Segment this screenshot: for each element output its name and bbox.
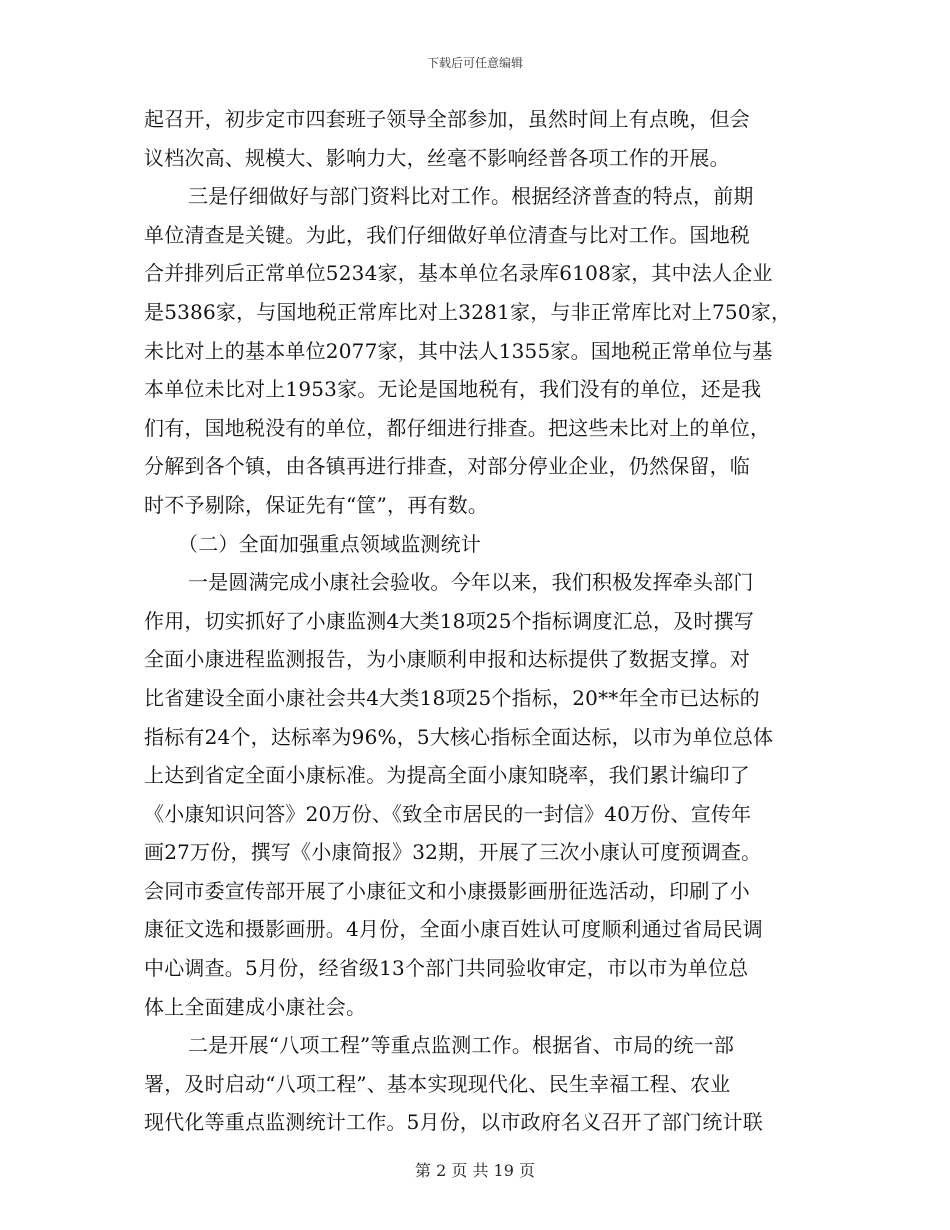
text-line: 作用，切实抓好了小康监测4大类18项25个指标调度汇总，及时撰写 xyxy=(144,608,755,633)
page-number-footer: 第 2 页 共 19 页 xyxy=(415,1161,535,1180)
text-line: 全面小康进程监测报告，为小康顺利申报和达标提供了数据支撑。对 xyxy=(144,647,750,672)
text-line: 现代化等重点监测统计工作。5月份，以市政府名义召开了部门统计联 xyxy=(144,1110,763,1135)
text-line: 上达到省定全面小康标准。为提高全面小康知晓率，我们累计编印了 xyxy=(144,763,750,788)
text-line: 们有，国地税没有的单位，都仔细进行排查。把这些未比对上的单位， xyxy=(144,415,771,440)
paragraph-start: 二是开展“八项工程”等重点监测工作。根据省、市局的统一部 xyxy=(188,1033,735,1058)
document-body xyxy=(144,100,824,1142)
text-line: 比省建设全面小康社会共4大类18项25个指标，20**年全市已达标的 xyxy=(144,685,760,710)
paragraph-start: 三是仔细做好与部门资料比对工作。根据经济普查的特点，前期 xyxy=(188,184,754,209)
text-line: 画27万份，撰写《小康简报》32期，开展了三次小康认可度预调查。 xyxy=(144,840,762,865)
text-line: 康征文选和摄影画册。4月份，全面小康百姓认可度顺利通过省局民调 xyxy=(144,917,763,942)
text-line: 体上全面建成小康社会。 xyxy=(144,994,367,1019)
text-line: 《小康知识问答》20万份、《致全市居民的一封信》40万份、宣传年 xyxy=(144,801,752,826)
section-heading: （二）全面加强重点领域监测统计 xyxy=(178,531,481,556)
text-line: 指标有24个，达标率为96%，5大核心指标全面达标，以市为单位总体 xyxy=(144,724,774,749)
text-line: 会同市委宣传部开展了小康征文和小康摄影画册征选活动，印刷了小 xyxy=(144,878,750,903)
text-line: 单位清查是关键。为此，我们仔细做好单位清查与比对工作。国地税 xyxy=(144,222,750,247)
text-line: 中心调查。5月份，经省级13个部门共同验收审定，市以市为单位总 xyxy=(144,956,749,981)
page-header: 下载后可任意编辑 xyxy=(426,56,523,70)
text-line: 分解到各个镇，由各镇再进行排查，对部分停业企业，仍然保留，临 xyxy=(144,454,750,479)
text-line: 合并排列后正常单位5234家，基本单位名录库6108家，其中法人企业 xyxy=(144,261,773,286)
text-line: 是5386家，与国地税正常库比对上3281家，与非正常库比对上750家， xyxy=(144,299,792,324)
text-line: 起召开，初步定市四套班子领导全部参加，虽然时间上有点晚，但会 xyxy=(144,107,750,131)
text-line: 时不予剔除，保证先有“筐”，再有数。 xyxy=(144,492,489,517)
text-line: 议档次高、规模大、影响力大，丝毫不影响经普各项工作的开展。 xyxy=(144,145,730,170)
text-line: 未比对上的基本单位2077家，其中法人1355家。国地税正常单位与基 xyxy=(144,338,773,363)
text-line: 本单位未比对上1953家。无论是国地税有，我们没有的单位，还是我 xyxy=(144,377,762,402)
text-line: 署，及时启动“八项工程”、基本实现现代化、民生幸福工程、农业 xyxy=(144,1071,731,1096)
paragraph-start: 一是圆满完成小康社会验收。今年以来，我们积极发挥牵头部门 xyxy=(188,570,754,595)
